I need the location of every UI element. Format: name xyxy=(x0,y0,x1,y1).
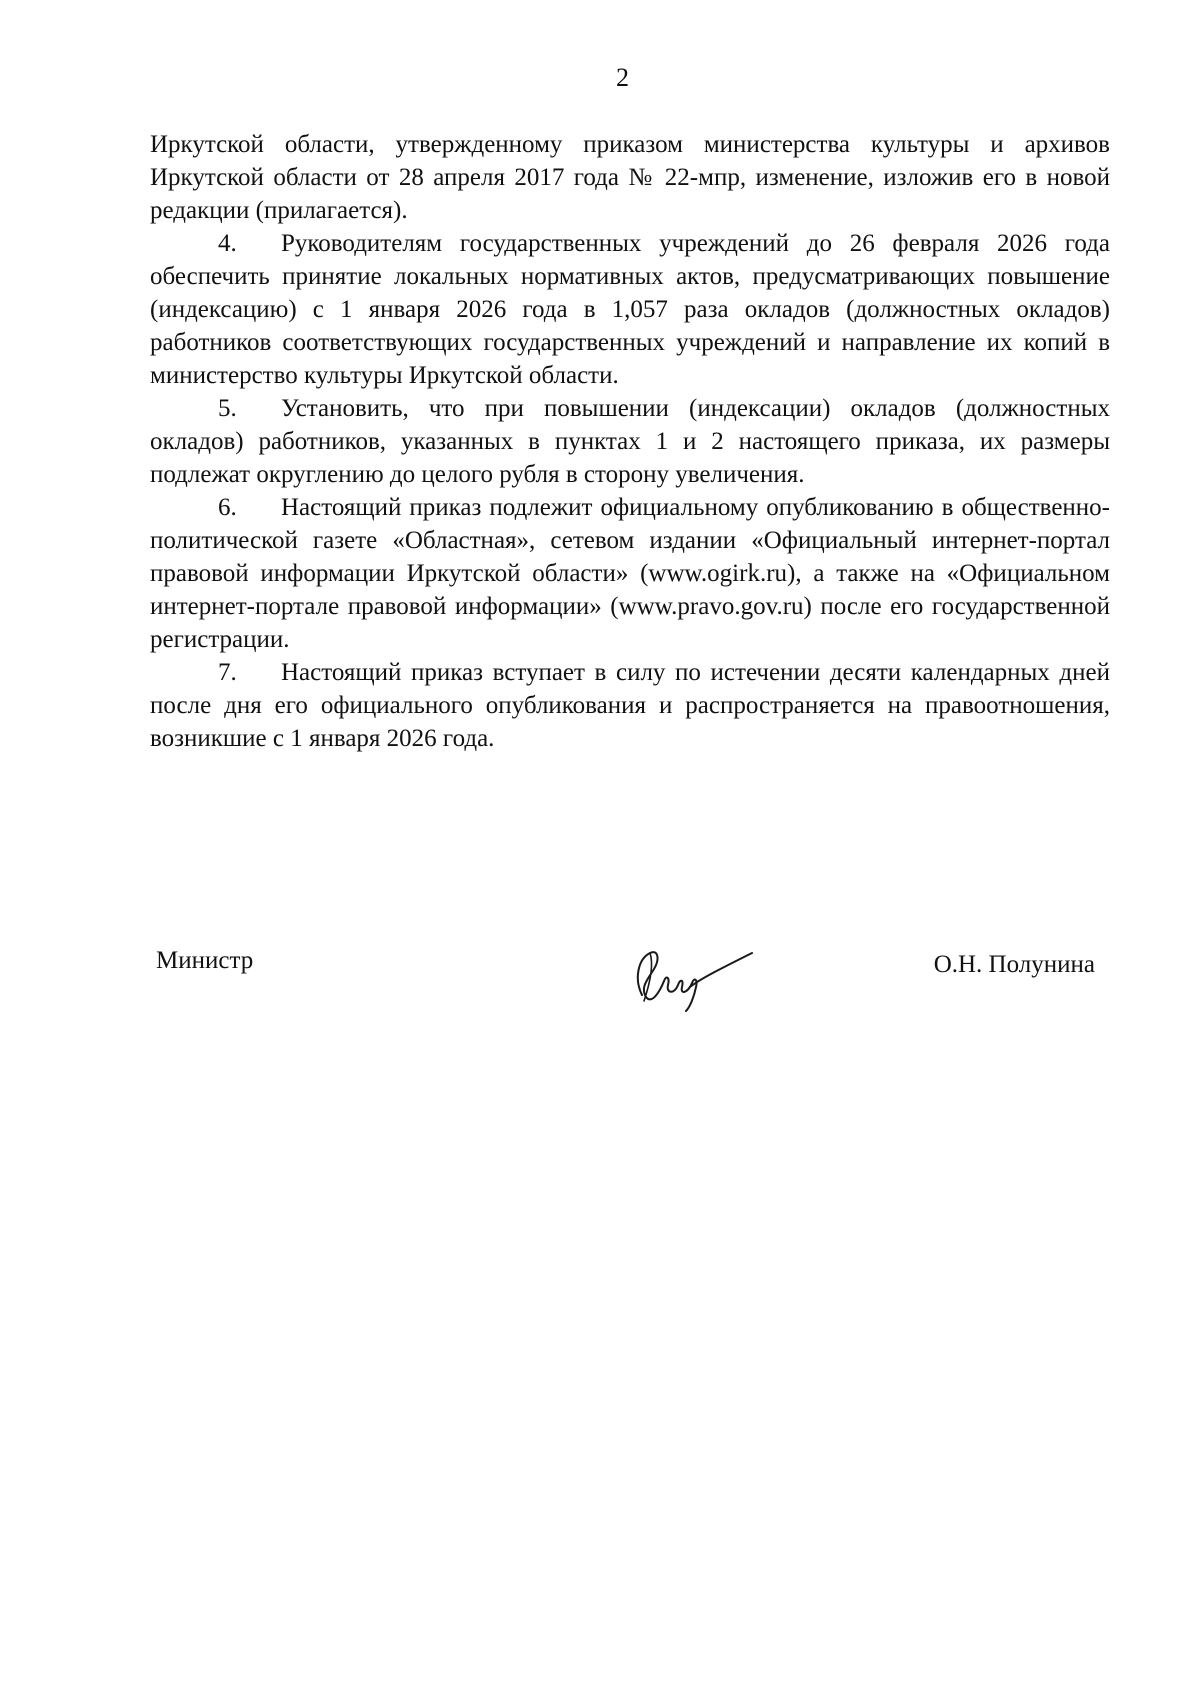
signatory-position: Министр xyxy=(156,947,254,974)
paragraph-text: Настоящий приказ вступает в силу по истечении десяти календарных дней после дня его официального опубликования и распространяется на правоотношения, возникшие с 1 января 2026 года. xyxy=(150,659,1110,752)
paragraph-number: 4. xyxy=(218,230,237,257)
paragraph-number: 7. xyxy=(218,659,237,686)
paragraph-number: 5. xyxy=(218,395,237,422)
handwritten-signature xyxy=(620,935,760,1015)
paragraph-text: Руководителям государственных учреждений до 26 февраля 2026 года обеспечить принятие локальных нормативных актов, предусматривающих повышение (индексацию) с 1 января 2026 года в 1,057 раза окладов (должностных окладов) работников соответствующих государственных учреждений и направление их копий в министерство культуры Иркутской области. xyxy=(150,230,1110,389)
paragraph-number: 6. xyxy=(218,494,237,521)
paragraph-continuation xyxy=(150,128,1110,227)
paragraph-item-4 xyxy=(150,227,1110,392)
paragraph-item-5 xyxy=(150,392,1110,491)
paragraph-text: Установить, что при повышении (индексации) окладов (должностных окладов) работников, указанных в пунктах 1 и 2 настоящего приказа, их размеры подлежат округлению до целого рубля в сторону увеличения. xyxy=(150,395,1110,488)
paragraph-text: Настоящий приказ подлежит официальному опубликованию в общественно-политической газете «Областная», сетевом издании «Официальный интернет-портал правовой информации Иркутской области» (www.ogirk.ru), а также на «Официальном интернет-портале правовой информации» (www.pravo.gov.ru) после его государственной регистрации. xyxy=(150,494,1110,653)
paragraph-text: Иркутской области, утвержденному приказом министерства культуры и архивов Иркутской области от 28 апреля 2017 года № 22-мпр, изменение, изложив его в новой редакции (прилагается). xyxy=(150,131,1110,224)
signature-block xyxy=(150,935,1095,1015)
page-number: 2 xyxy=(616,63,629,92)
paragraph-item-7 xyxy=(150,656,1110,755)
signatory-name: О.Н. Полунина xyxy=(933,951,1095,978)
paragraph-item-6 xyxy=(150,491,1110,656)
document-body xyxy=(150,128,1110,755)
